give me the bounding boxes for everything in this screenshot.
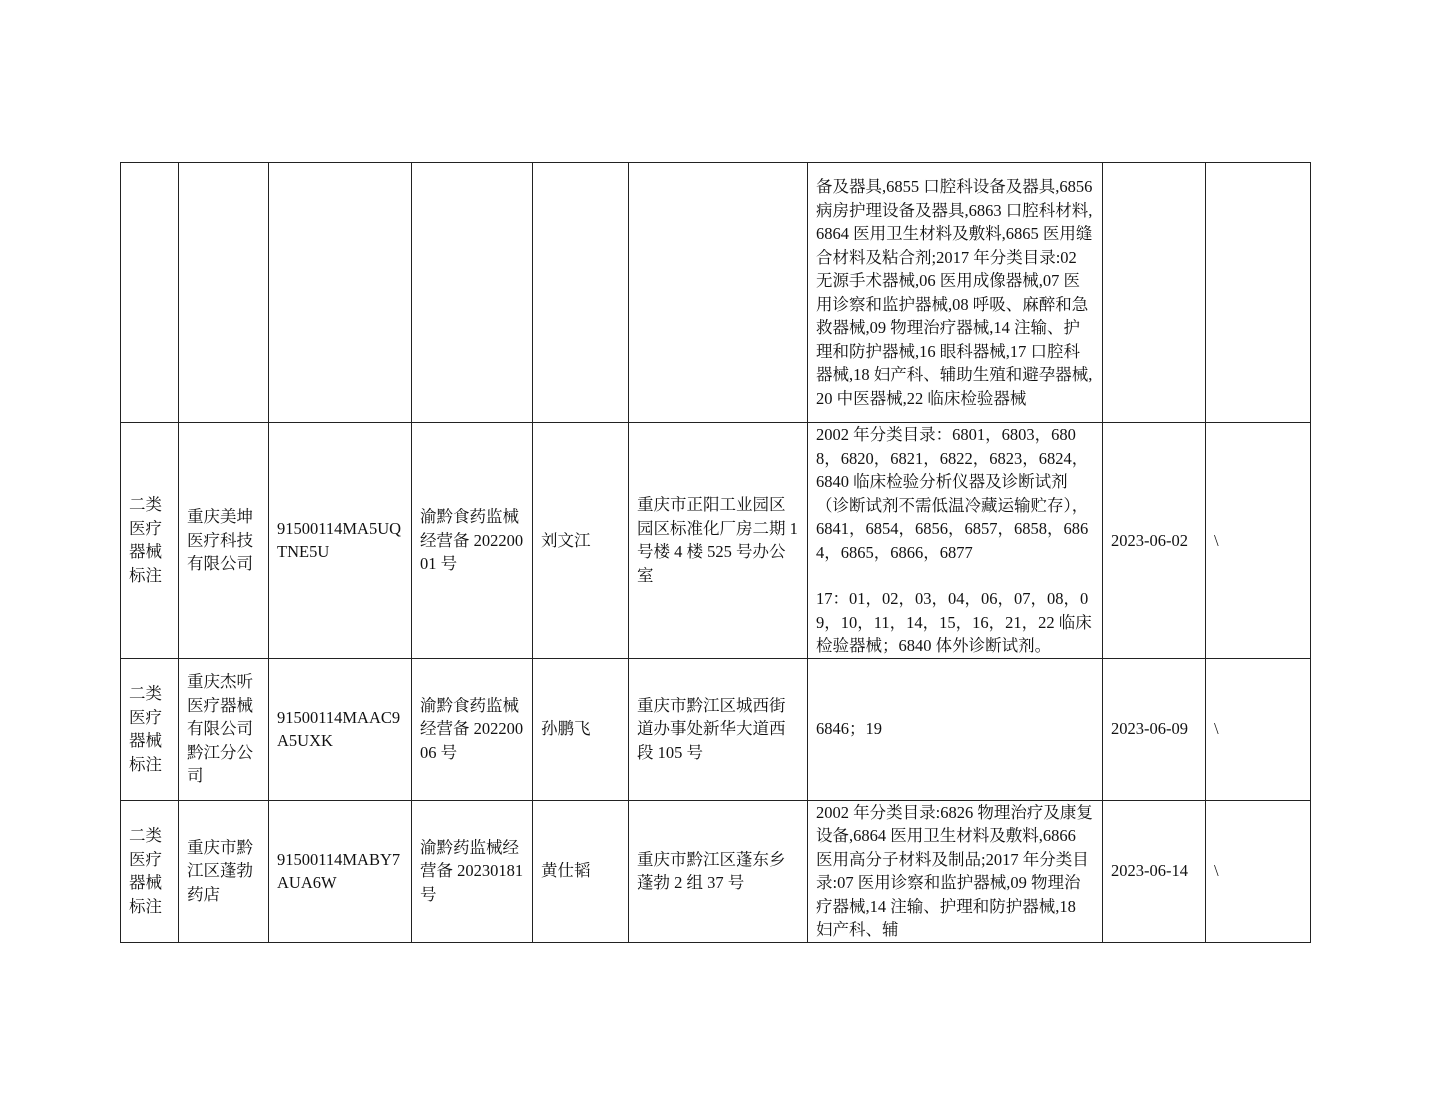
legal-person-cell: 孙鹏飞: [533, 658, 629, 800]
note-cell: \: [1206, 423, 1311, 659]
note-cell: \: [1206, 658, 1311, 800]
address-cell: 重庆市黔江区蓬东乡蓬勃 2 组 37 号: [629, 800, 808, 942]
table-row: [121, 423, 1311, 659]
credit-code-cell: 91500114MA5UQTNE5U: [269, 423, 412, 659]
company-cell: 重庆市黔江区蓬勃药店: [179, 800, 269, 942]
legal-person-cell: [533, 163, 629, 423]
table-row: [121, 163, 1311, 423]
record-no-cell: 渝黔药监械经营备 20230181 号: [412, 800, 533, 942]
date-cell: [1103, 163, 1206, 423]
records-table: [120, 162, 1311, 943]
table-row: [121, 800, 1311, 942]
scope-text: 6846；19: [816, 719, 882, 739]
category-cell: [121, 163, 179, 423]
paragraph-gap: [816, 564, 1094, 587]
company-cell: 重庆美坤医疗科技有限公司: [179, 423, 269, 659]
scope-cell: [808, 423, 1103, 659]
scope-text: 2002 年分类目录:6826 物理治疗及康复设备,6864 医用卫生材料及敷料,6866 医用高分子材料及制品;2017 年分类目录:07 医用诊察和监护器械,09 物理治疗器械,14 注输、护理和防护器械,18 妇产科、辅: [816, 802, 1093, 939]
category-cell: 二类医疗器械标注: [121, 423, 179, 659]
category-cell: 二类医疗器械标注: [121, 800, 179, 942]
record-no-cell: 渝黔食药监械经营备 20220001 号: [412, 423, 533, 659]
record-no-cell: 渝黔食药监械经营备 20220006 号: [412, 658, 533, 800]
date-cell: 2023-06-14: [1103, 800, 1206, 942]
note-cell: [1206, 163, 1311, 423]
company-cell: [179, 163, 269, 423]
category-cell: 二类医疗器械标注: [121, 658, 179, 800]
scope-text: 备及器具,6855 口腔科设备及器具,6856 病房护理设备及器具,6863 口腔科材料,6864 医用卫生材料及敷料,6865 医用缝合材料及粘合剂;2017 年分类目录:02 无源手术器械,06 医用成像器械,07 医用诊察和监护器械,08 呼吸、麻醉和急救器械,09 物理治疗器械,14 注输、护理和防护器械,16 眼科器械,17 口腔科器械,18 妇产科、辅助生殖和避孕器械,20 中医器械,22 临床检验器械: [816, 177, 1093, 408]
scope-text: 17：01，02，03，04，06，07，08，09，10，11，14，15，16，21，22 临床检验器械；6840 体外诊断试剂。: [816, 589, 1092, 655]
credit-code-cell: 91500114MABY7AUA6W: [269, 800, 412, 942]
legal-person-cell: 黄仕韬: [533, 800, 629, 942]
date-cell: 2023-06-09: [1103, 658, 1206, 800]
address-cell: 重庆市正阳工业园区园区标准化厂房二期 1 号楼 4 楼 525 号办公室: [629, 423, 808, 659]
scope-cell: [808, 800, 1103, 942]
company-cell: 重庆杰听医疗器械有限公司黔江分公司: [179, 658, 269, 800]
scope-cell: [808, 163, 1103, 423]
scope-text: 2002 年分类目录：6801，6803，6808，6820，6821，6822，6823，6824，6840 临床检验分析仪器及诊断试剂（诊断试剂不需低温冷藏运输贮存），6841，6854，6856，6857，6858，6864，6865，6866，6877: [816, 425, 1089, 562]
address-cell: 重庆市黔江区城西街道办事处新华大道西段 105 号: [629, 658, 808, 800]
legal-person-cell: 刘文江: [533, 423, 629, 659]
record-no-cell: [412, 163, 533, 423]
credit-code-cell: 91500114MAAC9A5UXK: [269, 658, 412, 800]
address-cell: [629, 163, 808, 423]
scope-cell: [808, 658, 1103, 800]
table-row: [121, 658, 1311, 800]
note-cell: \: [1206, 800, 1311, 942]
credit-code-cell: [269, 163, 412, 423]
date-cell: 2023-06-02: [1103, 423, 1206, 659]
